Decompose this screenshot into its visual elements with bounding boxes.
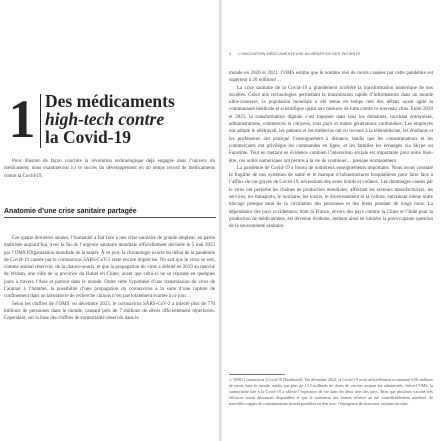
page-number: 4 xyxy=(229,52,232,56)
chapter-divider xyxy=(40,94,41,148)
footnote-divider xyxy=(229,374,285,375)
running-head-title: L’INNOVATION MÉDICAMENTEUSE AU BÉNÉFICE DES PATIENTS xyxy=(238,52,361,56)
chapter-number: 1 xyxy=(8,89,36,149)
section-heading: Anatomie d’une crise sanitaire partagée xyxy=(4,207,216,218)
chapter-intro: Pour illustrer de façon concrète la révolution technologique déjà engagée dans l’univers du médicament, nous examinerons ici le succès du développement en un temps record de médicaments contre la Covid-19. xyxy=(4,159,215,179)
paragraph: Ces quatre dernières années, l’humanité a fait face à une crise sanitaire de grande ampleur, en partie maîtrisée aujourd’hui, avec la fin de l’urgence sanitaire mondiale officiellement déclarée le 5 mai 2023 par l’OMS (Organisation mondiale de la santé). À ce jour, la chronologie exacte du début de la pandémie de Covid-19 causée par le coronavirus SARS-CoV-2 reste encore imprécise. On sait que le virus se sert, comme animal réservoir, de la chauve-souris, et que la propagation du virus a débuté en 2019 au marché de Wuhan, une ville de la province du Hubei en Chine, avant que celui-ci ne se répande en quelques jours à travers l’Asie et partout dans le monde. Outre cette hypothèse d’une transmission du virus de l’animal à l’homme, la possibilité d’une propagation du coronavirus à la suite d’une rupture de confinement dans un laboratoire de recherche chinois n’est pas totalement écartée à ce jour… xyxy=(4,236,215,300)
chapter-title-line-2-text: high-tech contre xyxy=(45,109,165,129)
chapter-title xyxy=(45,92,215,146)
chapter-title-line-3: la Covid-19 xyxy=(45,127,132,147)
paragraph: La pandémie de Covid-19 a fourni de nombreux enseignements importants. Nous avons constaté la fragilité de nos systèmes de santé et le manque d’infrastructures hospitalières pour faire face à l’afflux de cas graves de Covid-19, nécessitant des soins lourds et coûteux. Les dommages causés par le virus ont perturbé les chaînes de production mondiales, affectant les secteurs manufacturiers, les services, les transports, le tourisme, les loisirs, le divertissement et la culture, entraînant même notre blocage presque total de la circulation des personnes et des biens pendant de longs mois. La dépendance des pays occidentaux, dont la France, envers des pays comme la Chine et l’Inde pour la production de médicaments, est devenue évidente, mettant ainsi en lumière la préoccupante question de la souveraineté sanitaire. xyxy=(229,165,433,230)
paragraph: La crise sanitaire de la Covid-19 a grandement accéléré la transformation numérique de nos sociétés. Grâce aux technologies permettant la transmission rapide d’informations dans un monde ultra-connecté, la population mondiale a été tenue en temps réel des débats ayant agité la communauté médicale et scientifique quant aux mesures de lutte contre ce nouveau virus. Entre 2020 et 2021, la transformation digitale s’est imposée dans tous les domaines, touchant entreprises, administrations, commerces et citoyens, tous pays et toutes générations confondues. Les employés ont adopté le télétravail, les patients et les médecins ont eu recours à la télémédecine, les étudiants et les professeurs ont pratiqué l’enseignement à distance, tandis que les consommateurs et les commerçants ont privilégié les commandes en ligne, et les familles les échanges via Skype ou Facetime. Tout en mettant en évidence combien l’interaction sociale est importante pour notre bien-être, ces outils numériques ont permis à la vie de continuer… presque normalement. xyxy=(229,85,433,164)
running-head xyxy=(229,52,431,57)
right-body-text xyxy=(229,70,433,231)
chapter-title-line-1: Des médicaments xyxy=(45,91,175,111)
right-page xyxy=(221,0,441,441)
chapter-title-line-2 xyxy=(45,110,215,128)
left-body-text xyxy=(4,235,215,323)
paragraph: monde en 2020 et 2021, l’OMS estime que le nombre réel de morts causées par cette pandémie est supérieur à 20 millions¹… xyxy=(229,71,433,84)
footnote: 1. WHO Coronavirus (Covid-19 Dashboard). Fin décembre 2023, la Covid-19 avait officiellement occasionné 6,96 millions de morts dans le monde, tandis que plus de 13,5 milliards de doses de vaccins avaient été administrés. Selon l’OMS, la surmortalité liée à la Covid-19 a affecté l’espérance de vie dans les deux tiers des pays. Bien que plusieurs vaccins très efficaces soient désormais disponibles et que le traitement des formes sévères ait été considérablement amélioré, de nouvelles vagues de contaminations restent possibles en lien avec l’émergence de nouveaux variants du virus. xyxy=(229,377,433,406)
left-page xyxy=(0,0,220,441)
paragraph: Selon les chiffres de l’OMS, en décembre 2023, le coronavirus SARS-CoV-2 a infecté plus de 770 millions de personnes dans le monde, causant près de 7 millions de décès officiellement répertoriés. Cependant, sur la base des chiffres de surmortalité observés dans le xyxy=(4,301,215,322)
